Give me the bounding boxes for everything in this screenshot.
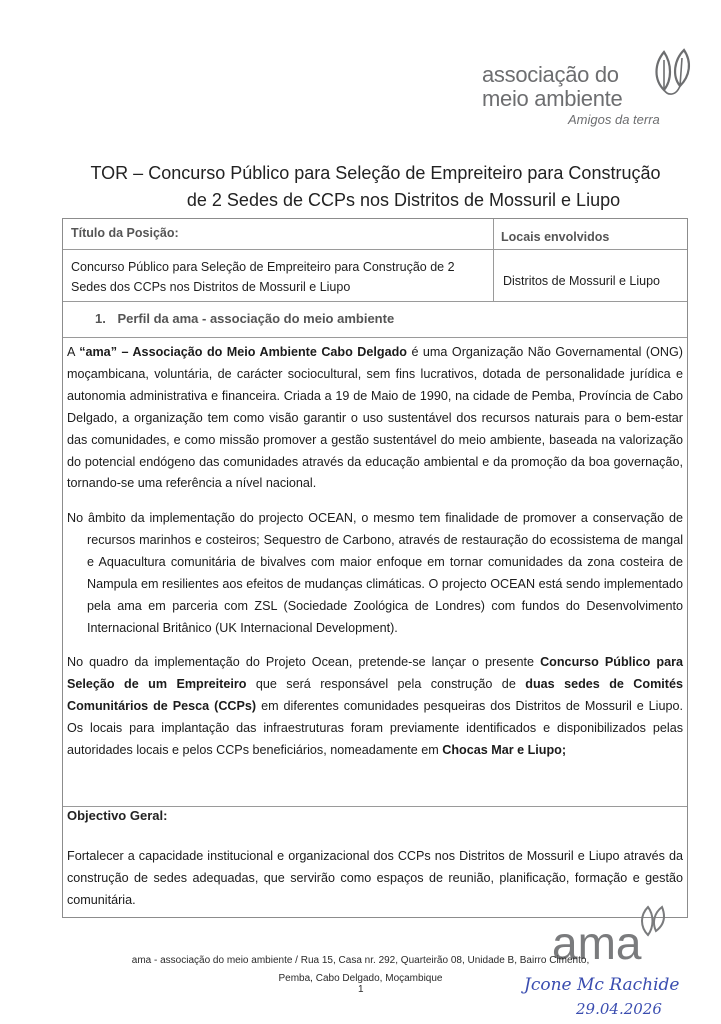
table-divider [63, 301, 687, 302]
p3-bold-tender: Concurso Público para Seleção de um Empreiteiro [67, 655, 683, 691]
position-value-line1: Concurso Público para Seleção de Empreiteiro para Construção de 2 [71, 260, 455, 274]
logo-text-line2: meio ambiente [482, 86, 623, 111]
paragraph-ama-profile [67, 342, 683, 495]
position-label: Título da Posição: [71, 226, 179, 240]
terms-table [62, 218, 688, 918]
logo-text-line1: associação do [482, 62, 619, 87]
organization-logo [482, 46, 702, 128]
objective-text: Fortalecer a capacidade institucional e organizacional dos CCPs nos Distritos de Mossuril e Liupo através da construção de sedes adequadas, que servirão como espaços de reunião, planificação, formação e gestão comunitária. [67, 849, 683, 907]
footer-address-line2: Pemba, Cabo Delgado, Moçambique [278, 973, 443, 984]
footer-address-line1: ama - associação do meio ambiente / Rua 15, Casa nr. 292, Quarteirão 08, Unidade B, Bairro Cimento, [131, 955, 590, 966]
signature-name: Jcone Mc Rachide [524, 975, 680, 995]
signature-date: 29.04.2026 [576, 1000, 662, 1018]
position-value-line2: Sedes dos CCPs nos Distritos de Mossuril e Liupo [71, 280, 351, 294]
title-line-1: TOR – Concurso Público para Seleção de Empreiteiro para Construção [90, 163, 661, 183]
p3-bold-ccps: duas sedes de Comités Comunitários de Pesca (CCPs) [67, 676, 683, 713]
locations-value: Distritos de Mossuril e Liupo [503, 274, 661, 288]
paragraph-ocean-project: No âmbito da implementação do projecto OCEAN, o mesmo tem finalidade de promover a conservação de recursos marinhos e costeiros; Sequestro de Carbono, através de restauração do ecossistema de mangal e Aquacultura comunitária de bivalves com maior enfoque em tornar comunidades da zona costeira de Nampula em resilientes aos efeitos de mudanças climáticas. O projecto OCEAN está sendo implementado pela ama em parceria com ZSL (Sociedade Zoológica de Londres) com fundos do Desenvolvimento Internacional Britânico (UK Internacional Development). [67, 511, 683, 635]
section-number: 1. [95, 311, 106, 326]
document-title [0, 160, 721, 214]
table-divider [63, 337, 687, 338]
table-divider [63, 249, 687, 250]
stamp-text: ama [552, 917, 642, 969]
leaf-icon [650, 46, 698, 102]
handwritten-signature [520, 962, 720, 1022]
locations-label: Locais envolvidos [501, 230, 610, 244]
title-line-2: de 2 Sedes de CCPs nos Distritos de Mossuril e Liupo [186, 190, 621, 210]
objective-heading: Objectivo Geral: [67, 808, 168, 823]
p3-bold-locations: Chocas Mar e Liupo; [442, 742, 567, 757]
p1-org-name: “ama” – Associação do Meio Ambiente Cabo Delgado [79, 345, 407, 359]
section-title: Perfil da ama - associação do meio ambiente [117, 311, 395, 326]
table-divider [63, 806, 687, 807]
p3-text-e: em diferentes comunidades pesqueiras dos Distritos de Mossuril e Liupo. Os locais para implantação das infraestruturas foram previamente identificados e disponibilizados pelas autoridades locais e pelos CCPs beneficiários, nomeadamente em [67, 698, 683, 757]
p1-prefix: A [67, 345, 80, 359]
p1-text: é uma Organização Não Governamental (ONG) moçambicana, voluntária, de carácter sociocultural, sem fins lucrativos, dotada de personalidade jurídica e autonomia administrativa e financeira. Criada a 19 de Maio de 1990, na cidade de Pemba, Província de Cabo Delgado, a organização tem como visão garantir o uso sustentável dos recursos naturais para o bem-estar das comunidades, e como missão promover a gestão sustentável do meio ambiente, baseada na valorização do potencial endógeno das comunidades através da educação ambiental e da promoção da boa governação, tornando-se uma referência a nível nacional. [67, 345, 683, 491]
logo-tagline: Amigos da terra [568, 112, 660, 127]
section-heading [95, 311, 394, 326]
page-number: 1 [358, 984, 364, 995]
p3-text-a: No quadro da implementação do Projeto Ocean, pretende-se lançar o presente [67, 655, 541, 669]
paragraph-tender-scope [67, 652, 683, 762]
table-column-divider [493, 219, 494, 301]
p3-text-c: que será responsável pela construção de [246, 676, 526, 691]
